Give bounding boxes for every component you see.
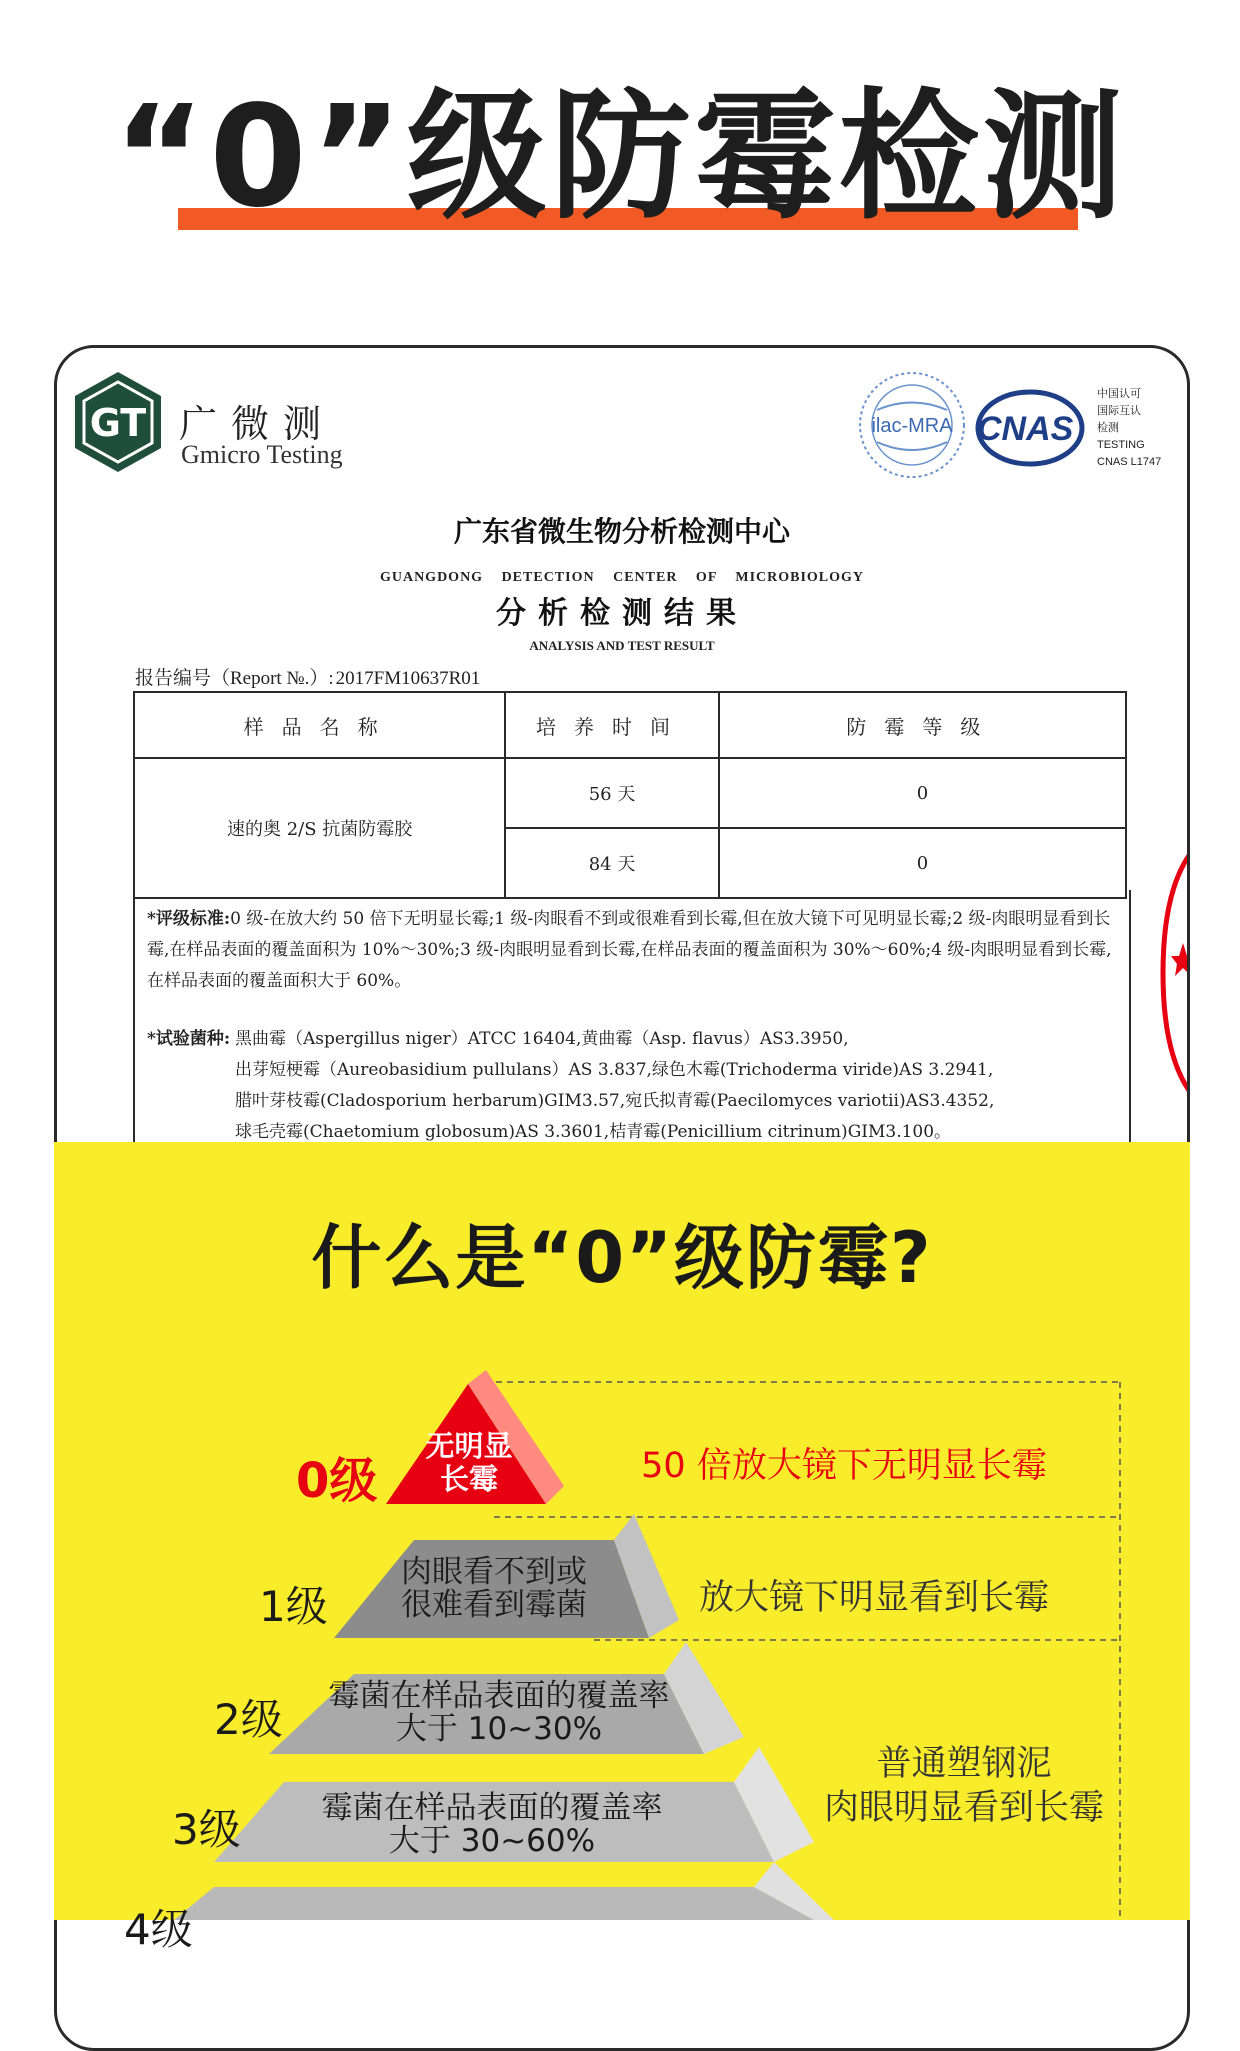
result-title-en: ANALYSIS AND TEST RESULT	[529, 638, 715, 653]
level-label-1: 1级	[259, 1582, 328, 1631]
sample-name-cell: 速的奥 2/S 抗菌防霉胶	[134, 758, 505, 898]
level-label-4: 4级	[124, 1905, 193, 1954]
center-name-en: GUANGDONG DETECTION CENTER OF MICROBIOLOGY	[379, 570, 865, 585]
mold-grade-cell: 0	[719, 828, 1126, 898]
headline	[0, 78, 1240, 248]
level-label-3: 3级	[172, 1805, 241, 1854]
level-0-step-text: 无明显 长霉	[425, 1429, 513, 1496]
level-1-description: 放大镜下明显看到长霉	[698, 1578, 1049, 1618]
grading-criteria	[147, 904, 1117, 997]
result-table	[133, 691, 1127, 899]
level-1-step-text: 肉眼看不到或 很难看到霉菌	[401, 1554, 587, 1623]
level-3-step-text: 霉菌在样品表面的覆盖率 大于 30~60%	[321, 1790, 663, 1859]
table-header: 样品名称	[134, 692, 505, 758]
table-header: 防霉等级	[719, 692, 1126, 758]
page-title: “0”级防霉检测	[113, 76, 1127, 239]
strain-line: 黑曲霉（Aspergillus niger）ATCC 16404,黄曲霉（Asp. flavus）AS3.3950,	[235, 1029, 849, 1049]
center-name: 广东省微生物分析检测中心	[453, 515, 790, 548]
cnas-side-text: 中国认可 国际互认 检测 TESTING CNAS L1747	[1097, 388, 1162, 468]
strain-line: 球毛壳霉(Chaetomium globosum)AS 3.3601,桔青霉(Penicillium citrinum)GIM3.100。	[235, 1122, 952, 1142]
culture-time-cell: 84 天	[505, 828, 719, 898]
group-description: 普通塑钢泥 肉眼明显看到长霉	[823, 1744, 1104, 1828]
strain-line: 腊叶芽枝霉(Cladosporium herbarum)GIM3.57,宛氏拟青霉(Paecilomyces variotii)AS3.4352,	[235, 1091, 995, 1111]
criteria-text: 0 级-在放大约 50 倍下无明显长霉;1 级-肉眼看不到或很难看到长霉,但在放大镜下可见明显长霉;2 级-肉眼明显看到长霉,在样品表面的覆盖面积为 10%～30%;3 级-肉眼明显看到长霉,在样品表面的覆盖面积为 30%～60%;4 级-肉眼明显看到长霉,在样品表面的覆盖面积大于 60%。	[147, 909, 1112, 991]
mold-grade-cell: 0	[719, 758, 1126, 828]
lab-name-cn: 广微测	[179, 402, 336, 446]
red-seal-stamp-icon	[1155, 848, 1190, 1098]
level-label-2: 2级	[214, 1695, 283, 1744]
section-title: 什么是“0”级防霉?	[311, 1217, 933, 1299]
pyramid-step-4	[174, 1887, 814, 1920]
level-0-description: 50 倍放大镜下无明显长霉	[641, 1446, 1047, 1486]
gmicro-logo-icon	[73, 370, 163, 474]
test-strains	[235, 1024, 1115, 1148]
strain-line: 出芽短梗霉（Aureobasidium pullulans）AS 3.837,绿色木霉(Trichoderma viride)AS 3.2941,	[235, 1060, 994, 1080]
level-2-step-text: 霉菌在样品表面的覆盖率 大于 10~30%	[328, 1678, 670, 1747]
culture-time-cell: 56 天	[505, 758, 719, 828]
result-title: 分析检测结果	[496, 596, 748, 631]
lab-name-en: Gmicro Testing	[181, 440, 343, 469]
level-label-0: 0级	[296, 1453, 378, 1509]
ilac-mra-mark: ilac-MRA	[871, 415, 953, 437]
mold-grade-explainer	[54, 1142, 1190, 1954]
table-row	[134, 758, 1126, 828]
report-number	[133, 663, 480, 690]
strains-label: *试验菌种:	[147, 1029, 231, 1049]
cnas-mark: CNAS	[977, 410, 1074, 448]
table-header: 培养时间	[505, 692, 719, 758]
criteria-label: *评级标准:	[147, 909, 231, 929]
report-number-label: 报告编号（Report №.）:	[135, 668, 334, 689]
report-number-value: 2017FM10637R01	[335, 668, 481, 689]
svg-text:GT: GT	[89, 401, 147, 445]
